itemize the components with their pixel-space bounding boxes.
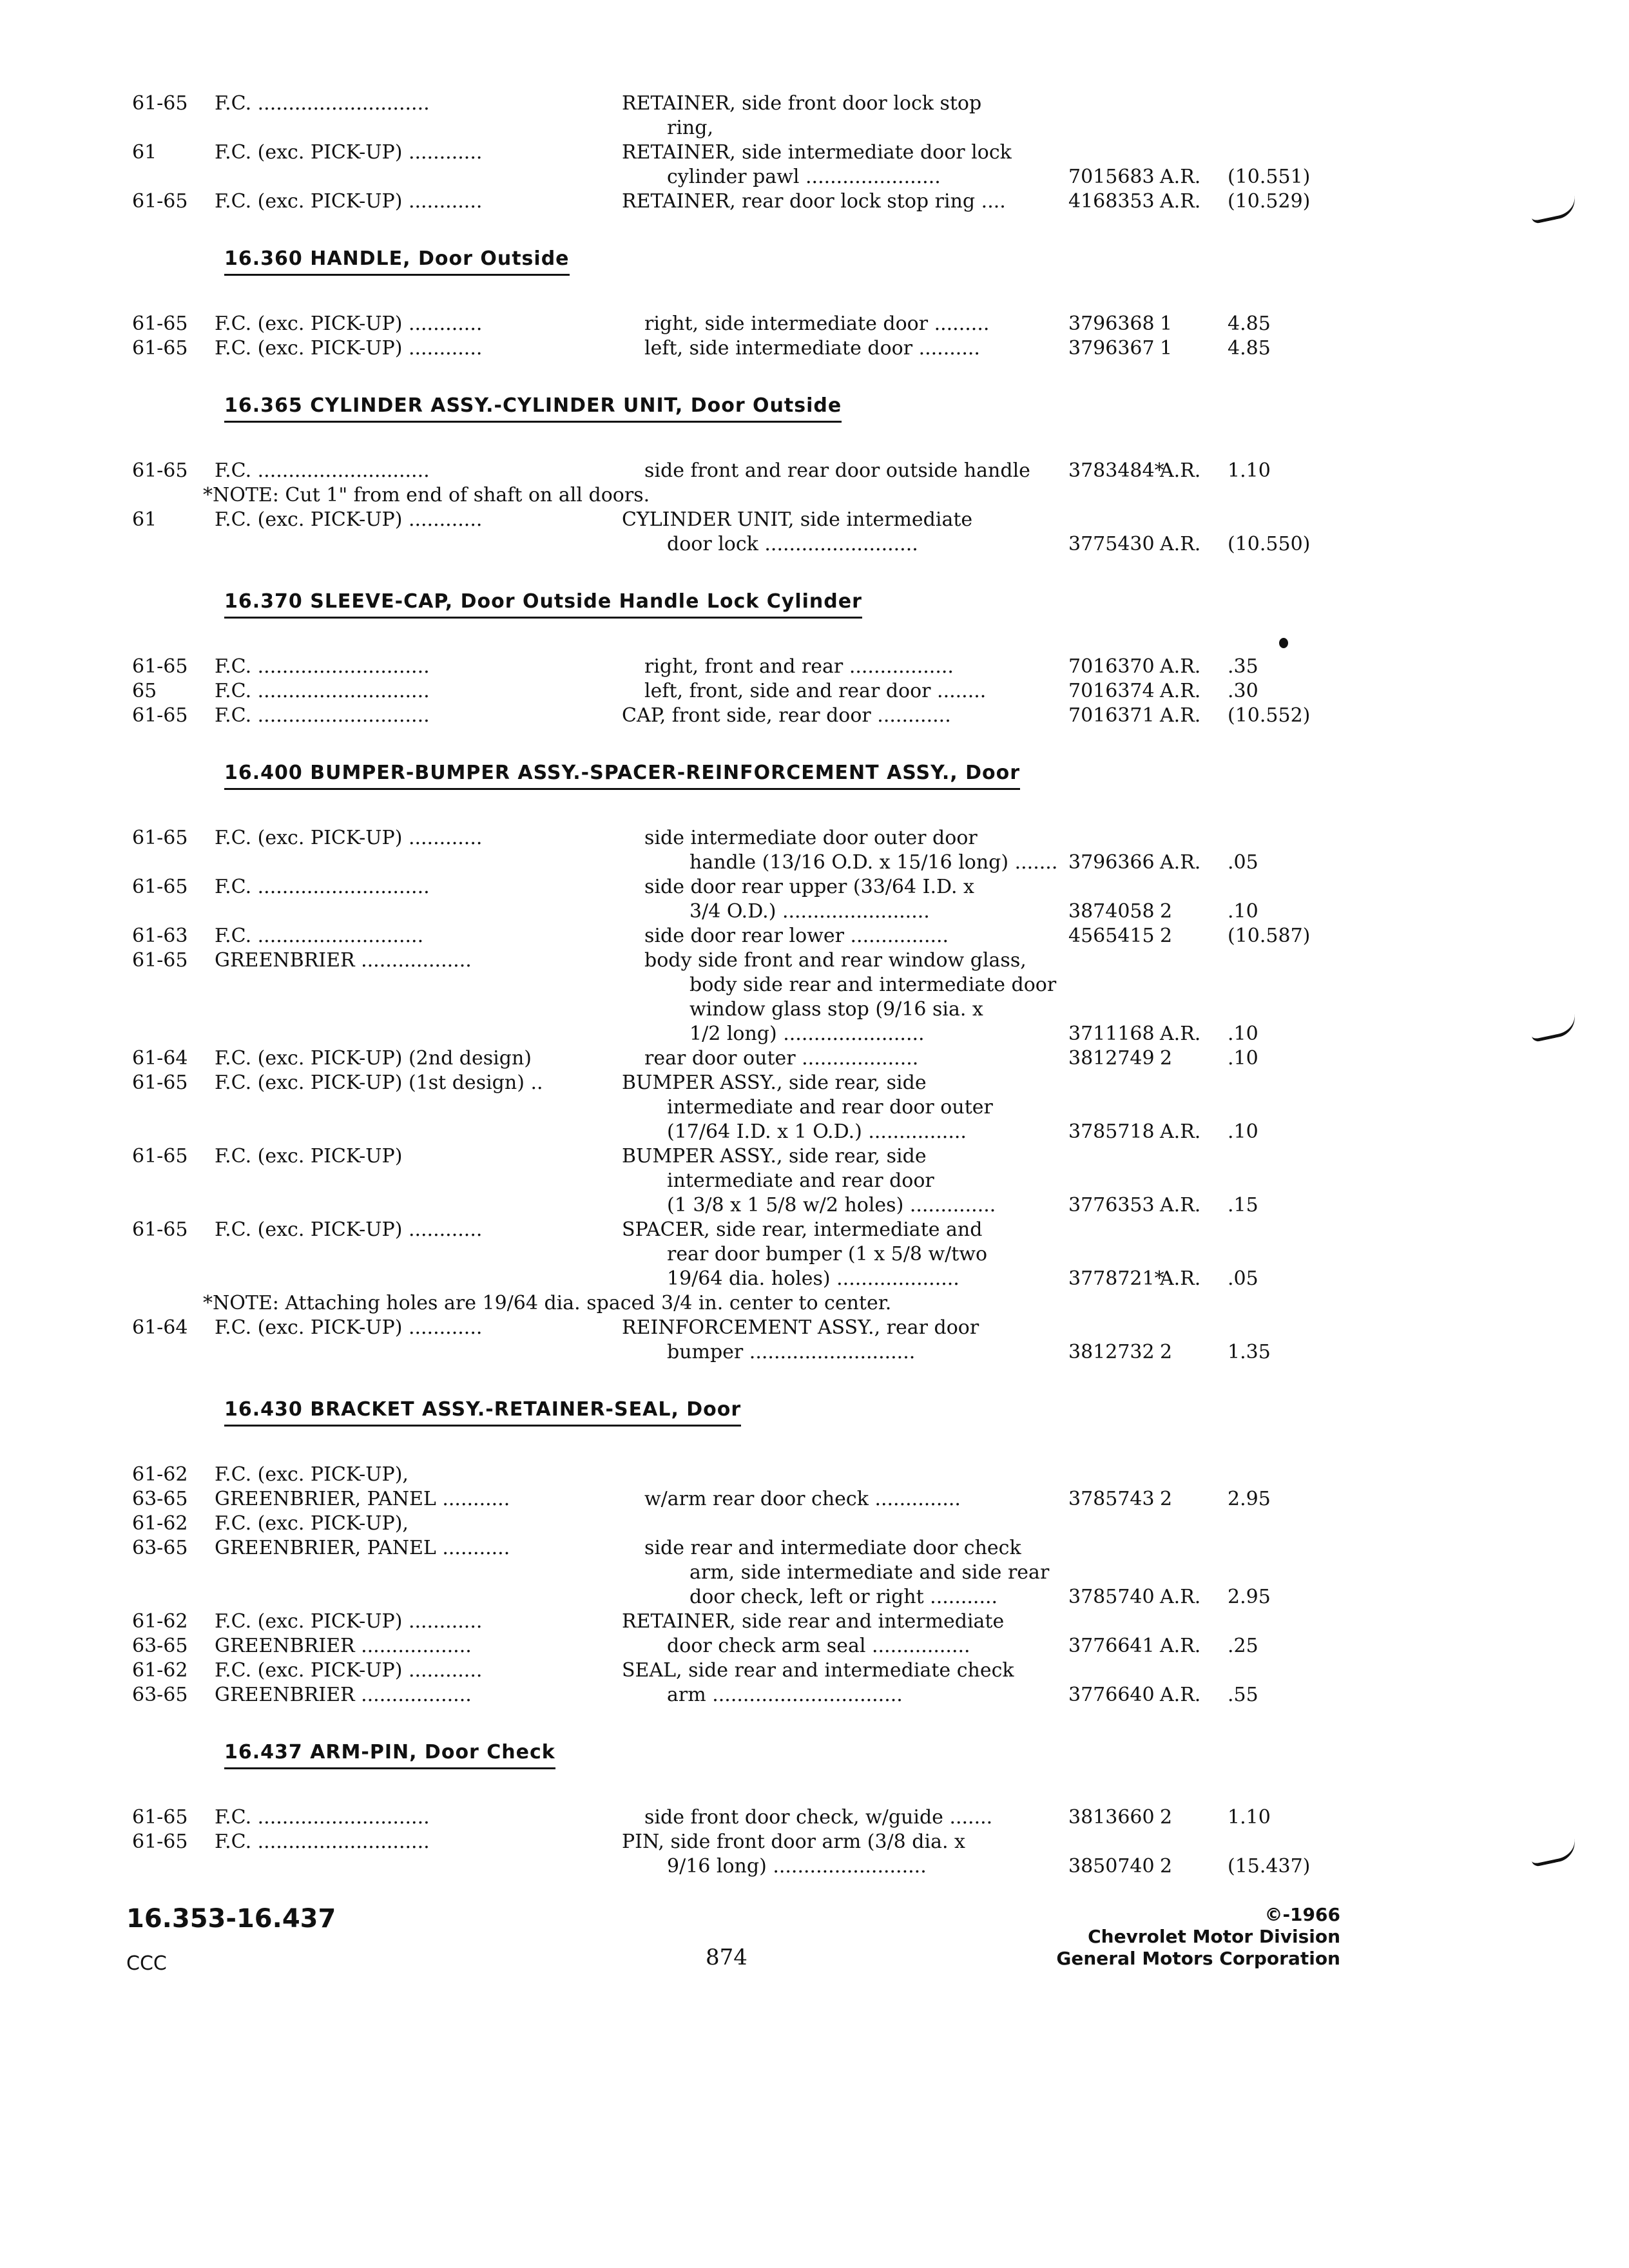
part-number-cell: 7016370 — [1068, 655, 1155, 678]
price-cell: 4.85 — [1228, 312, 1271, 335]
model-cell: GREENBRIER, PANEL ........... — [215, 1537, 510, 1559]
price-cell: (15.437) — [1228, 1855, 1311, 1878]
page-range: 16.353-16.437 — [126, 1904, 336, 1934]
model-cell: GREENBRIER .................. — [215, 949, 472, 972]
price-cell: .10 — [1228, 1023, 1258, 1045]
parts-row — [0, 312, 1629, 336]
description-cell: RETAINER, rear door lock stop ring .... — [622, 190, 1006, 213]
parts-row — [0, 899, 1629, 924]
description-cell: right, side intermediate door ......... — [644, 312, 990, 335]
years-cell: 61-65 — [132, 190, 188, 213]
parts-row — [0, 1120, 1629, 1144]
model-cell: *NOTE: Attaching holes are 19/64 dia. spaced 3/4 in. center to center. — [203, 1292, 892, 1314]
price-cell: (10.551) — [1228, 166, 1311, 188]
part-number-cell: 3711168 — [1068, 1023, 1155, 1045]
description-cell: door lock ......................... — [667, 533, 918, 555]
model-cell: F.C. (exc. PICK-UP) ............ — [215, 1218, 483, 1241]
description-cell: PIN, side front door arm (3/8 dia. x — [622, 1831, 965, 1853]
description-cell: (17/64 I.D. x 1 O.D.) ................ — [667, 1120, 967, 1143]
part-number-cell: 7015683 — [1068, 166, 1155, 188]
parts-row — [0, 116, 1629, 140]
description-cell: SEAL, side rear and intermediate check — [622, 1659, 1014, 1682]
model-cell: F.C. ............................ — [215, 459, 430, 482]
description-cell: 19/64 dia. holes) .................... — [667, 1267, 959, 1290]
description-cell: REINFORCEMENT ASSY., rear door — [622, 1316, 979, 1339]
parts-row — [0, 1218, 1629, 1242]
years-cell: 63-65 — [132, 1488, 188, 1510]
price-cell: .25 — [1228, 1635, 1258, 1657]
parts-row — [0, 1144, 1629, 1169]
years-cell: 61-65 — [132, 1831, 188, 1853]
section-heading — [0, 588, 1629, 626]
parts-row — [0, 1854, 1629, 1879]
description-cell: bumper ........................... — [667, 1341, 916, 1363]
description-cell: body side rear and intermediate door — [689, 974, 1057, 996]
part-number-cell: 3813660 — [1068, 1806, 1155, 1829]
parts-row — [0, 459, 1629, 483]
parts-row — [0, 1193, 1629, 1218]
description-cell: intermediate and rear door — [667, 1169, 934, 1192]
model-cell: F.C. (exc. PICK-UP) (1st design) .. — [215, 1072, 543, 1094]
parts-row — [0, 948, 1629, 973]
years-cell: 63-65 — [132, 1684, 188, 1706]
part-number-cell: 3812749 — [1068, 1047, 1155, 1070]
parts-row — [0, 997, 1629, 1022]
price-cell: .05 — [1228, 851, 1258, 874]
division: Chevrolet Motor Division — [1088, 1926, 1340, 1947]
part-number-cell: 3783484* — [1068, 459, 1164, 482]
part-number-cell: 7016374 — [1068, 680, 1155, 702]
model-cell: F.C. ............................ — [215, 1831, 430, 1853]
parts-row — [0, 1046, 1629, 1071]
description-cell: CYLINDER UNIT, side intermediate — [622, 508, 973, 531]
model-cell: F.C. (exc. PICK-UP), — [215, 1463, 409, 1486]
description-cell: left, front, side and rear door ........ — [644, 680, 987, 702]
parts-row — [0, 1267, 1629, 1291]
description-cell: left, side intermediate door .......... — [644, 337, 980, 360]
years-cell: 61-65 — [132, 1806, 188, 1829]
model-cell: F.C. (exc. PICK-UP) ............ — [215, 337, 483, 360]
description-cell: body side front and rear window glass, — [644, 949, 1027, 972]
parts-row — [0, 1512, 1629, 1536]
years-cell: 61-65 — [132, 655, 188, 678]
price-cell: 4.85 — [1228, 337, 1271, 360]
section-heading — [0, 392, 1629, 430]
description-cell: ring, — [667, 117, 713, 139]
years-cell: 61 — [132, 508, 157, 531]
model-cell: GREENBRIER .................. — [215, 1684, 472, 1706]
section-heading — [0, 1738, 1629, 1777]
years-cell: 61-65 — [132, 1145, 188, 1168]
price-cell: .05 — [1228, 1267, 1258, 1290]
parts-row — [0, 875, 1629, 899]
parts-row — [0, 532, 1629, 557]
price-cell: .35 — [1228, 655, 1258, 678]
parts-row — [0, 189, 1629, 214]
parts-row — [0, 1487, 1629, 1512]
years-cell: 61-65 — [132, 949, 188, 972]
model-cell: F.C. (exc. PICK-UP) ............ — [215, 508, 483, 531]
years-cell: 61 — [132, 141, 157, 164]
quantity-cell: A.R. — [1160, 680, 1201, 702]
years-cell: 61-65 — [132, 1072, 188, 1094]
quantity-cell: 2 — [1160, 925, 1173, 947]
description-cell: 3/4 O.D.) ........................ — [689, 900, 930, 923]
parts-row — [0, 704, 1629, 728]
years-cell: 61-64 — [132, 1047, 188, 1070]
model-cell: F.C. (exc. PICK-UP), — [215, 1512, 409, 1535]
parts-row — [0, 1536, 1629, 1561]
description-cell: handle (13/16 O.D. x 15/16 long) ....... — [689, 851, 1058, 874]
model-cell: F.C. (exc. PICK-UP) ............ — [215, 1659, 483, 1682]
quantity-cell: A.R. — [1160, 533, 1201, 555]
parts-row — [0, 165, 1629, 189]
parts-row — [0, 1805, 1629, 1830]
description-cell: side front and rear door outside handle — [644, 459, 1030, 482]
description-cell: 1/2 long) ....................... — [689, 1023, 925, 1045]
part-number-cell: 3776641 — [1068, 1635, 1155, 1657]
description-cell: (1 3/8 x 1 5/8 w/2 holes) .............. — [667, 1194, 996, 1216]
price-cell: (10.529) — [1228, 190, 1311, 213]
parts-row — [0, 1071, 1629, 1095]
description-cell: door check, left or right ........... — [689, 1586, 998, 1608]
description-cell: 9/16 long) ......................... — [667, 1855, 927, 1878]
price-cell: 2.95 — [1228, 1586, 1271, 1608]
parts-row — [0, 508, 1629, 532]
model-cell: F.C. ............................ — [215, 1806, 430, 1829]
parts-row — [0, 850, 1629, 875]
quantity-cell: 2 — [1160, 1488, 1173, 1510]
section-heading — [0, 1396, 1629, 1434]
quantity-cell: A.R. — [1160, 166, 1201, 188]
description-cell: BUMPER ASSY., side rear, side — [622, 1072, 927, 1094]
model-cell: F.C. ............................ — [215, 876, 430, 898]
quantity-cell: A.R. — [1160, 459, 1201, 482]
part-number-cell: 3796367 — [1068, 337, 1155, 360]
quantity-cell: A.R. — [1160, 190, 1201, 213]
model-cell: *NOTE: Cut 1" from end of shaft on all doors. — [203, 484, 650, 506]
price-cell: 1.35 — [1228, 1341, 1271, 1363]
quantity-cell: A.R. — [1160, 1684, 1201, 1706]
quantity-cell: A.R. — [1160, 851, 1201, 874]
parts-row — [0, 1610, 1629, 1634]
parts-row — [0, 1463, 1629, 1487]
years-cell: 61-62 — [132, 1659, 188, 1682]
quantity-cell: A.R. — [1160, 1120, 1201, 1143]
price-cell: .10 — [1228, 1120, 1258, 1143]
section-heading — [0, 245, 1629, 284]
parts-row — [0, 1683, 1629, 1707]
description-cell: side door rear lower ................ — [644, 925, 949, 947]
part-number-cell: 3850740 — [1068, 1855, 1155, 1878]
years-cell: 61-65 — [132, 704, 188, 727]
part-number-cell: 3785743 — [1068, 1488, 1155, 1510]
parts-row — [0, 1242, 1629, 1267]
section-heading-text: 16.370 SLEEVE-CAP, Door Outside Handle Lock Cylinder — [224, 590, 862, 619]
parts-row — [0, 1316, 1629, 1340]
part-number-cell: 3796368 — [1068, 312, 1155, 335]
price-cell: .30 — [1228, 680, 1258, 702]
quantity-cell: 1 — [1160, 337, 1173, 360]
part-number-cell: 3785718 — [1068, 1120, 1155, 1143]
parts-row — [0, 1340, 1629, 1365]
corporation: General Motors Corporation — [1056, 1948, 1340, 1969]
parts-row — [0, 679, 1629, 704]
quantity-cell: A.R. — [1160, 1586, 1201, 1608]
copyright: ©-1966 — [1264, 1904, 1340, 1925]
part-number-cell: 3776353 — [1068, 1194, 1155, 1216]
note-row — [0, 483, 1629, 508]
description-cell: door check arm seal ................ — [667, 1635, 970, 1657]
model-cell: F.C. ............................ — [215, 92, 430, 115]
section-heading-text: 16.437 ARM-PIN, Door Check — [224, 1741, 555, 1769]
years-cell: 61-65 — [132, 876, 188, 898]
parts-row — [0, 1022, 1629, 1046]
note-row — [0, 1291, 1629, 1316]
price-cell: 1.10 — [1228, 459, 1271, 482]
description-cell: RETAINER, side rear and intermediate — [622, 1610, 1005, 1633]
quantity-cell: 1 — [1160, 312, 1173, 335]
description-cell: RETAINER, side front door lock stop — [622, 92, 982, 115]
parts-row — [0, 1658, 1629, 1683]
parts-row — [0, 973, 1629, 997]
model-cell: F.C. (exc. PICK-UP) — [215, 1145, 403, 1168]
description-cell: side front door check, w/guide ....... — [644, 1806, 993, 1829]
part-number-cell: 4565415 — [1068, 925, 1155, 947]
years-cell: 61-62 — [132, 1610, 188, 1633]
parts-row — [0, 91, 1629, 116]
price-cell: .55 — [1228, 1684, 1258, 1706]
years-cell: 63-65 — [132, 1635, 188, 1657]
description-cell: CAP, front side, rear door ............ — [622, 704, 951, 727]
description-cell: BUMPER ASSY., side rear, side — [622, 1145, 927, 1168]
price-cell: (10.550) — [1228, 533, 1311, 555]
description-cell: intermediate and rear door outer — [667, 1096, 993, 1119]
part-number-cell: 3785740 — [1068, 1586, 1155, 1608]
part-number-cell: 3796366 — [1068, 851, 1155, 874]
model-cell: GREENBRIER, PANEL ........... — [215, 1488, 510, 1510]
description-cell: arm ............................... — [667, 1684, 903, 1706]
part-number-cell: 3776640 — [1068, 1684, 1155, 1706]
description-cell: arm, side intermediate and side rear — [689, 1561, 1050, 1584]
description-cell: SPACER, side rear, intermediate and — [622, 1218, 983, 1241]
model-cell: F.C. (exc. PICK-UP) (2nd design) — [215, 1047, 532, 1070]
price-cell: 2.95 — [1228, 1488, 1271, 1510]
description-cell: side intermediate door outer door — [644, 827, 978, 849]
description-cell: RETAINER, side intermediate door lock — [622, 141, 1012, 164]
years-cell: 61-64 — [132, 1316, 188, 1339]
quantity-cell: A.R. — [1160, 1023, 1201, 1045]
years-cell: 61-65 — [132, 92, 188, 115]
parts-row — [0, 826, 1629, 850]
years-cell: 61-65 — [132, 1218, 188, 1241]
parts-row — [0, 924, 1629, 948]
part-number-cell: 3778721* — [1068, 1267, 1164, 1290]
description-cell: cylinder pawl ...................... — [667, 166, 941, 188]
years-cell: 61-65 — [132, 312, 188, 335]
model-cell: GREENBRIER .................. — [215, 1635, 472, 1657]
model-cell: F.C. ............................ — [215, 655, 430, 678]
price-cell: .15 — [1228, 1194, 1258, 1216]
quantity-cell: 2 — [1160, 1341, 1173, 1363]
description-cell: side door rear upper (33/64 I.D. x — [644, 876, 974, 898]
price-cell: 1.10 — [1228, 1806, 1271, 1829]
parts-row — [0, 1634, 1629, 1658]
section-heading-text: 16.360 HANDLE, Door Outside — [224, 247, 570, 276]
price-cell: .10 — [1228, 900, 1258, 923]
part-number-cell: 3874058 — [1068, 900, 1155, 923]
part-number-cell: 3812732 — [1068, 1341, 1155, 1363]
years-cell: 61-65 — [132, 337, 188, 360]
years-cell: 61-62 — [132, 1463, 188, 1486]
parts-row — [0, 655, 1629, 679]
description-cell: side rear and intermediate door check — [644, 1537, 1021, 1559]
price-cell: .10 — [1228, 1047, 1258, 1070]
description-cell: rear door bumper (1 x 5/8 w/two — [667, 1243, 988, 1265]
model-cell: F.C. (exc. PICK-UP) ............ — [215, 312, 483, 335]
section-heading-text: 16.430 BRACKET ASSY.-RETAINER-SEAL, Door — [224, 1398, 741, 1427]
quantity-cell: A.R. — [1160, 704, 1201, 727]
part-number-cell: 7016371 — [1068, 704, 1155, 727]
part-number-cell: 3775430 — [1068, 533, 1155, 555]
price-cell: (10.552) — [1228, 704, 1311, 727]
catalog-code: CCC — [126, 1952, 167, 1975]
parts-row — [0, 1561, 1629, 1585]
quantity-cell: 2 — [1160, 1047, 1173, 1070]
quantity-cell: A.R. — [1160, 1194, 1201, 1216]
model-cell: F.C. ........................... — [215, 925, 424, 947]
parts-row — [0, 1169, 1629, 1193]
description-cell: w/arm rear door check .............. — [644, 1488, 961, 1510]
years-cell: 63-65 — [132, 1537, 188, 1559]
description-cell: rear door outer ................... — [644, 1047, 919, 1070]
years-cell: 61-62 — [132, 1512, 188, 1535]
section-heading — [0, 759, 1629, 798]
part-number-cell: 4168353 — [1068, 190, 1155, 213]
price-cell: (10.587) — [1228, 925, 1311, 947]
parts-row — [0, 140, 1629, 165]
years-cell: 61-63 — [132, 925, 188, 947]
quantity-cell: 2 — [1160, 900, 1173, 923]
model-cell: F.C. (exc. PICK-UP) ............ — [215, 190, 483, 213]
model-cell: F.C. (exc. PICK-UP) ............ — [215, 1610, 483, 1633]
section-heading-text: 16.400 BUMPER-BUMPER ASSY.-SPACER-REINFORCEMENT ASSY., Door — [224, 762, 1020, 790]
parts-row — [0, 1095, 1629, 1120]
quantity-cell: A.R. — [1160, 1635, 1201, 1657]
quantity-cell: 2 — [1160, 1806, 1173, 1829]
model-cell: F.C. ............................ — [215, 680, 430, 702]
parts-row — [0, 336, 1629, 361]
model-cell: F.C. ............................ — [215, 704, 430, 727]
years-cell: 65 — [132, 680, 157, 702]
quantity-cell: A.R. — [1160, 655, 1201, 678]
quantity-cell: A.R. — [1160, 1267, 1201, 1290]
model-cell: F.C. (exc. PICK-UP) ............ — [215, 1316, 483, 1339]
model-cell: F.C. (exc. PICK-UP) ............ — [215, 827, 483, 849]
years-cell: 61-65 — [132, 459, 188, 482]
section-heading-text: 16.365 CYLINDER ASSY.-CYLINDER UNIT, Door Outside — [224, 394, 842, 423]
model-cell: F.C. (exc. PICK-UP) ............ — [215, 141, 483, 164]
description-cell: right, front and rear ................. — [644, 655, 954, 678]
page-number: 874 — [706, 1945, 747, 1970]
years-cell: 61-65 — [132, 827, 188, 849]
quantity-cell: 2 — [1160, 1855, 1173, 1878]
bullet-mark — [1279, 638, 1288, 648]
parts-row — [0, 1585, 1629, 1610]
description-cell: window glass stop (9/16 sia. x — [689, 998, 983, 1021]
parts-row — [0, 1830, 1629, 1854]
